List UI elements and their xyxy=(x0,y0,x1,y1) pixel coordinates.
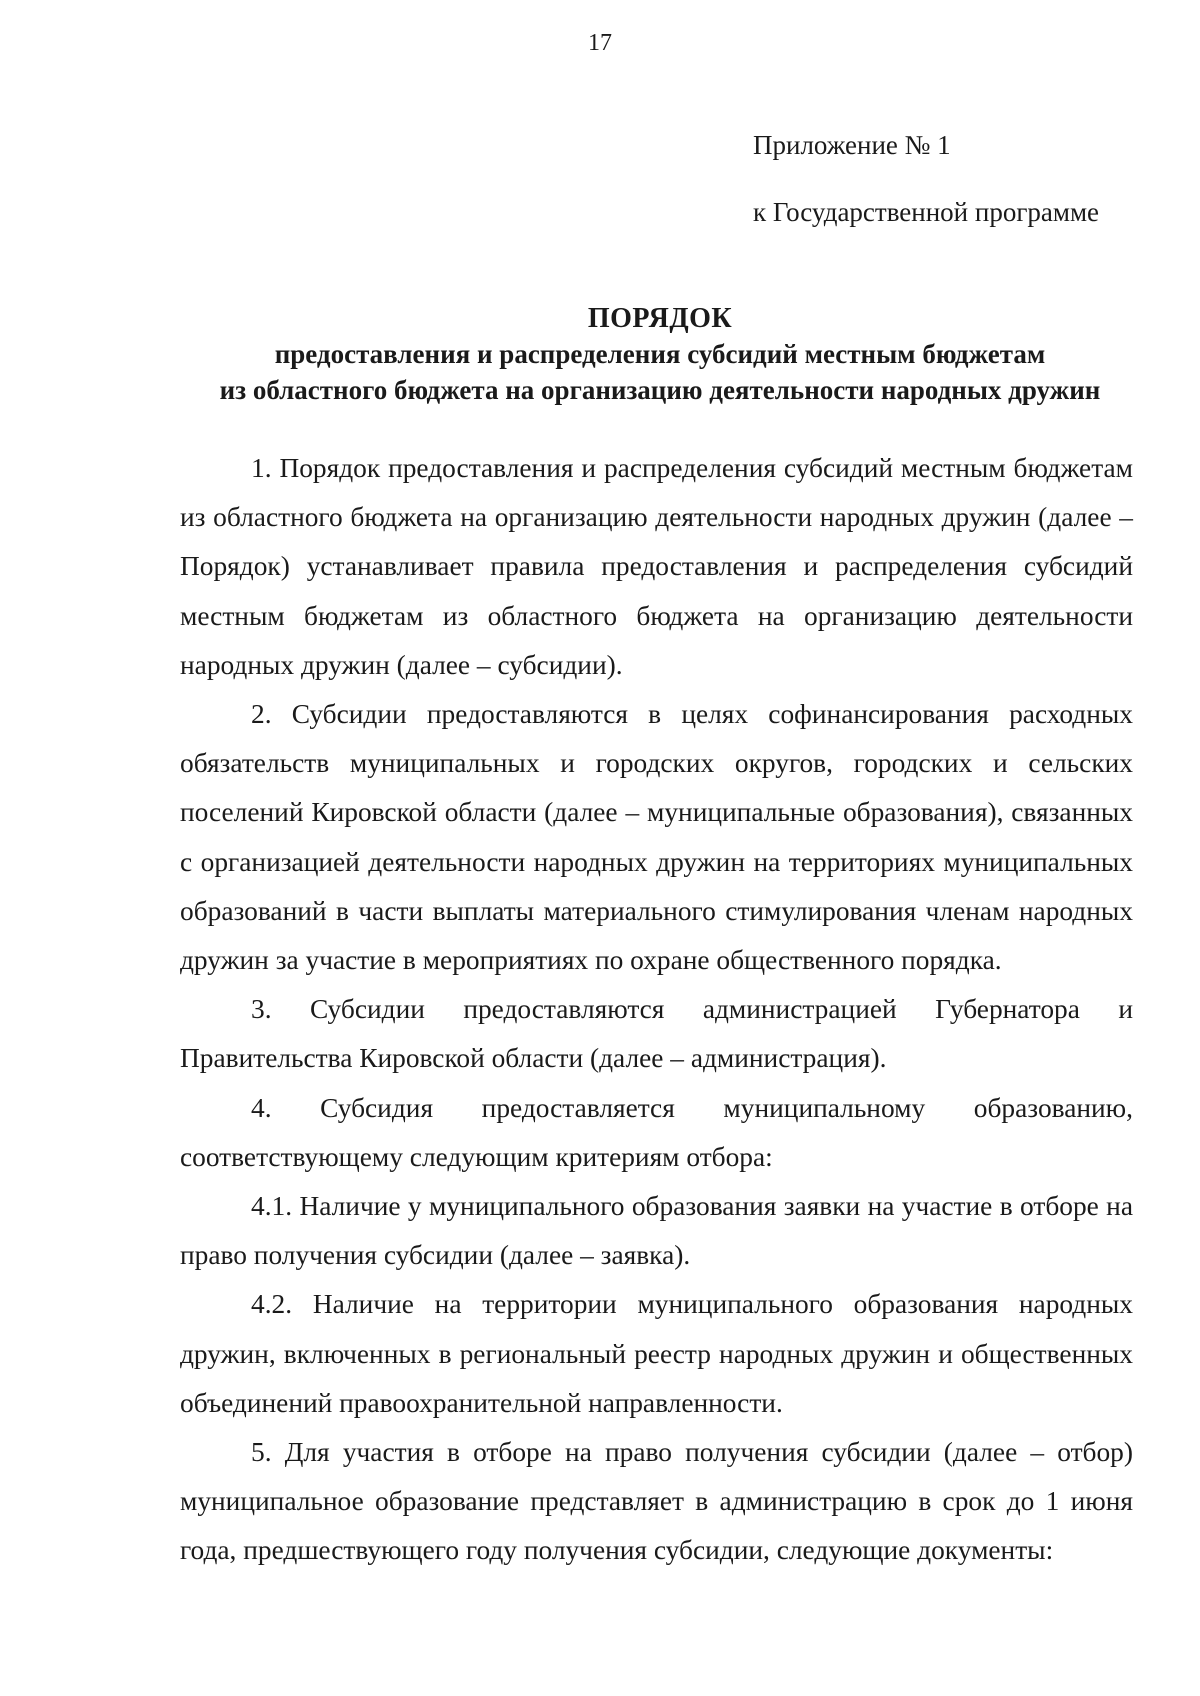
paragraph-1: 1. Порядок предоставления и распределения субсидий местным бюджетам из областного бюджета на организацию деятельности народных дружин (далее – Порядок) устанавливает правила предоставления и распределения субсидий местным бюджетам из областного бюджета на организацию деятельности народных дружин (далее – субсидии). xyxy=(180,453,1133,680)
title-main: ПОРЯДОК xyxy=(587,303,733,334)
paragraph-4-1: 4.1. Наличие у муниципального образования заявки на участие в отборе на право получения субсидии (далее – заявка). xyxy=(180,1191,1133,1271)
document-body xyxy=(180,444,1133,1576)
paragraph-2: 2. Субсидии предоставляются в целях софинансирования расходных обязательств муниципальных и городских округов, городских и сельских поселений Кировской области (далее – муниципальные образования), связанных с организацией деятельности народных дружин на территориях муниципальных образований в части выплаты материального стимулирования членам народных дружин за участие в мероприятиях по охране общественного порядка. xyxy=(180,699,1133,976)
title-subtitle-line1: предоставления и распределения субсидий местным бюджетам xyxy=(274,339,1046,369)
appendix-label: Приложение № 1 xyxy=(753,130,951,160)
paragraph-4-2: 4.2. Наличие на территории муниципального образования народных дружин, включенных в региональный реестр народных дружин и общественных объединений правоохранительной направленности. xyxy=(180,1289,1133,1418)
title-subtitle-line2: из областного бюджета на организацию деятельности народных дружин xyxy=(219,375,1101,405)
paragraph-4: 4. Субсидия предоставляется муниципальному образованию, соответствующему следующим критериям отбора: xyxy=(180,1092,1133,1172)
paragraph-5: 5. Для участия в отборе на право получения субсидии (далее – отбор) муниципальное образование представляет в администрацию в срок до 1 июня года, предшествующего году получения субсидии, следующие документы: xyxy=(180,1437,1133,1566)
document-title xyxy=(170,302,1150,408)
page-number: 17 xyxy=(588,30,612,56)
appendix-program-label: к Государственной программе xyxy=(753,197,1100,227)
paragraph-3: 3. Субсидии предоставляются администрацией Губернатора и Правительства Кировской области (далее – администрация). xyxy=(180,994,1133,1074)
